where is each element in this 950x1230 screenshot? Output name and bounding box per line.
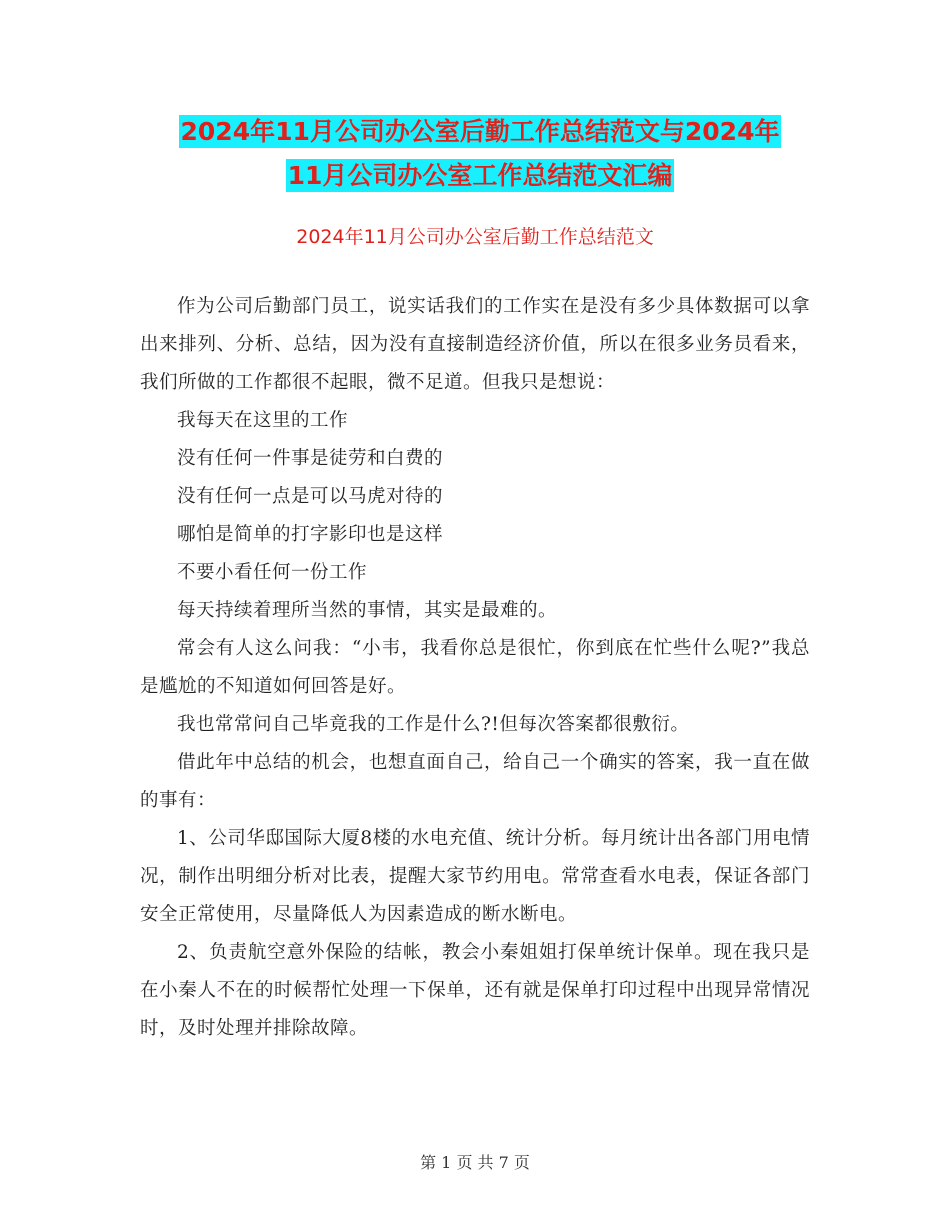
document-title-line-1: 2024年11月公司办公室后勤工作总结范文与2024年	[180, 117, 780, 146]
page-footer: 第 1 页 共 7 页	[420, 1153, 530, 1172]
paragraph: 借此年中总结的机会，也想直面自己，给自己一个确实的答案，我一直在做的事有：	[140, 752, 810, 811]
paragraph: 作为公司后勤部门员工，说实话我们的工作实在是没有多少具体数据可以拿出来排列、分析、总结，因为没有直接制造经济价值，所以在很多业务员看来，我们所做的工作都很不起眼，微不足道。但我只是想说：	[140, 296, 810, 393]
paragraph: 每天持续着理所当然的事情，其实是最难的。	[177, 600, 558, 621]
paragraph: 哪怕是简单的打字影印也是这样	[177, 524, 444, 545]
paragraph: 没有任何一件事是徒劳和白费的	[177, 448, 444, 469]
paragraph: 不要小看任何一份工作	[177, 562, 368, 583]
document-body	[140, 288, 810, 1048]
document-title	[140, 110, 820, 198]
paragraph: 我每天在这里的工作	[177, 410, 349, 431]
paragraph: 我也常常问自己毕竟我的工作是什么?!但每次答案都很敷衍。	[177, 714, 690, 735]
document-title-line-2: 11月公司办公室工作总结范文汇编	[287, 161, 673, 190]
paragraph: 1、公司华邸国际大厦8楼的水电充值、统计分析。每月统计出各部门用电情况，制作出明细分析对比表，提醒大家节约用电。常常查看水电表，保证各部门安全正常使用，尽量降低人为因素造成的断水断电。	[140, 828, 810, 925]
paragraph: 2、负责航空意外保险的结帐，教会小秦姐姐打保单统计保单。现在我只是在小秦人不在的时候帮忙处理一下保单，还有就是保单打印过程中出现异常情况时，及时处理并排除故障。	[140, 942, 810, 1039]
section-title: 2024年11月公司办公室后勤工作总结范文	[296, 226, 654, 248]
paragraph: 没有任何一点是可以马虎对待的	[177, 486, 444, 507]
paragraph: 常会有人这么问我：“小韦，我看你总是很忙，你到底在忙些什么呢?”我总是尴尬的不知道如何回答是好。	[140, 638, 810, 697]
